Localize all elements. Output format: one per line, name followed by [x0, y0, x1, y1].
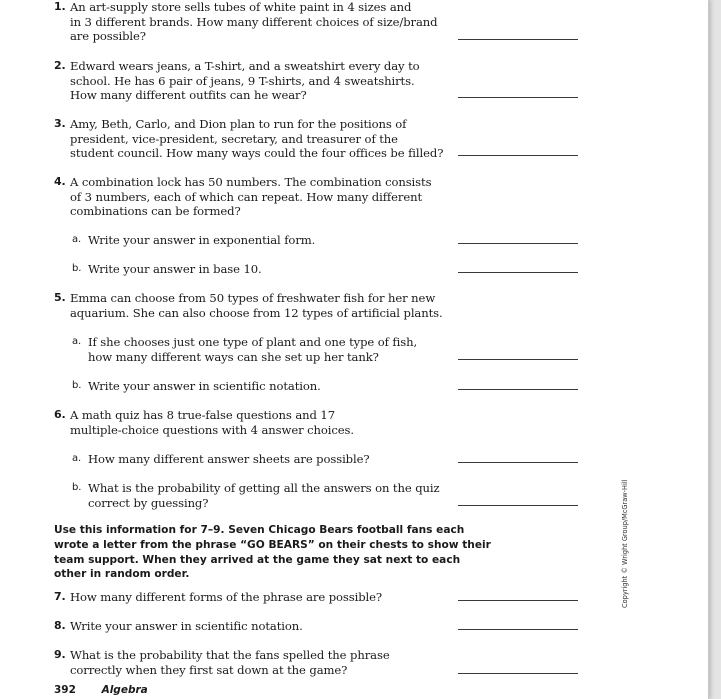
- question-text: A math quiz has 8 true-false questions and 17: [70, 408, 335, 422]
- page-footer: [54, 684, 148, 696]
- question-text: Write your answer in scientific notation.: [70, 619, 303, 633]
- question-number: 7.: [54, 590, 66, 603]
- question-4a: [72, 233, 315, 248]
- question-text: Amy, Beth, Carlo, and Dion plan to run for the positions of: [70, 117, 407, 131]
- question-text: How many different forms of the phrase are possible?: [70, 590, 383, 604]
- question-6: [54, 408, 354, 437]
- question-text: aquarium. She can also choose from 12 types of artificial plants.: [70, 305, 443, 320]
- question-number: 4.: [54, 175, 66, 188]
- question-6b: [72, 481, 440, 510]
- answer-line-4a[interactable]: [458, 243, 578, 244]
- question-text: combinations can be formed?: [70, 204, 241, 219]
- part-label: a.: [72, 453, 82, 464]
- part-text: How many different answer sheets are possible?: [88, 452, 370, 466]
- question-text: A combination lock has 50 numbers. The combination consists: [70, 175, 432, 189]
- info-text: wrote a letter from the phrase “GO BEARS” on their chests to show their: [54, 538, 491, 551]
- answer-line-5a[interactable]: [458, 359, 578, 360]
- question-text: Edward wears jeans, a T-shirt, and a sweatshirt every day to: [70, 59, 420, 73]
- question-1: [54, 0, 437, 44]
- question-text: How many different outfits can he wear?: [70, 88, 307, 103]
- question-text: An art-supply store sells tubes of white paint in 4 sizes and: [70, 0, 412, 14]
- question-number: 9.: [54, 648, 66, 661]
- question-3: [54, 117, 443, 161]
- question-number: 8.: [54, 619, 66, 632]
- question-4: [54, 175, 431, 219]
- question-text: Emma can choose from 50 types of freshwater fish for her new: [70, 291, 436, 305]
- question-number: 5.: [54, 291, 66, 304]
- question-5b: [72, 379, 321, 394]
- part-label: a.: [72, 336, 82, 347]
- part-label: b.: [72, 263, 82, 274]
- answer-line-4b[interactable]: [458, 272, 578, 273]
- part-text: correct by guessing?: [88, 495, 209, 510]
- info-text: team support. When they arrived at the game they sat next to each: [54, 553, 461, 566]
- page-number: 392: [54, 684, 76, 696]
- answer-line-5b[interactable]: [458, 389, 578, 390]
- question-7: [54, 590, 382, 605]
- question-number: 6.: [54, 408, 66, 421]
- question-text: are possible?: [70, 29, 146, 44]
- question-number: 2.: [54, 59, 66, 72]
- part-text: how many different ways can she set up her tank?: [88, 349, 379, 364]
- question-5a: [72, 335, 417, 364]
- question-number: 3.: [54, 117, 66, 130]
- part-text: Write your answer in exponential form.: [88, 233, 316, 247]
- question-text: of 3 numbers, each of which can repeat. How many different: [70, 189, 423, 204]
- answer-line-6a[interactable]: [458, 462, 578, 463]
- copyright-notice: Copyright © Wright Group/McGraw-Hill: [621, 479, 629, 608]
- part-text: Write your answer in base 10.: [88, 262, 262, 276]
- question-text: student council. How many ways could the four offices be filled?: [70, 146, 444, 161]
- question-6a: [72, 452, 370, 467]
- answer-line-2[interactable]: [458, 97, 578, 98]
- info-text: Use this information for 7–9. Seven Chicago Bears football fans each: [54, 524, 465, 536]
- question-text: multiple-choice questions with 4 answer choices.: [70, 422, 354, 437]
- answer-line-6b[interactable]: [458, 505, 578, 506]
- question-text: correctly when they first sat down at the game?: [70, 662, 348, 677]
- answer-line-8[interactable]: [458, 629, 578, 630]
- part-label: b.: [72, 380, 82, 391]
- question-text: What is the probability that the fans spelled the phrase: [70, 648, 390, 662]
- part-text: If she chooses just one type of plant and one type of fish,: [88, 335, 418, 349]
- question-9: [54, 648, 390, 677]
- answer-line-1[interactable]: [458, 39, 578, 40]
- question-8: [54, 619, 303, 634]
- info-text: other in random order.: [54, 568, 190, 581]
- part-label: b.: [72, 482, 82, 493]
- book-title: Algebra: [101, 684, 148, 696]
- question-2: [54, 59, 420, 103]
- question-5: [54, 291, 443, 320]
- question-text: school. He has 6 pair of jeans, 9 T-shirts, and 4 sweatshirts.: [70, 73, 415, 88]
- question-4b: [72, 262, 262, 277]
- info-block: [54, 523, 491, 582]
- answer-line-3[interactable]: [458, 155, 578, 156]
- part-label: a.: [72, 234, 82, 245]
- part-text: Write your answer in scientific notation.: [88, 379, 321, 393]
- question-text: in 3 different brands. How many different choices of size/brand: [70, 14, 438, 29]
- question-text: president, vice-president, secretary, and treasurer of the: [70, 131, 398, 146]
- question-number: 1.: [54, 0, 66, 13]
- answer-line-7[interactable]: [458, 600, 578, 601]
- part-text: What is the probability of getting all the answers on the quiz: [88, 481, 440, 495]
- answer-line-9[interactable]: [458, 673, 578, 674]
